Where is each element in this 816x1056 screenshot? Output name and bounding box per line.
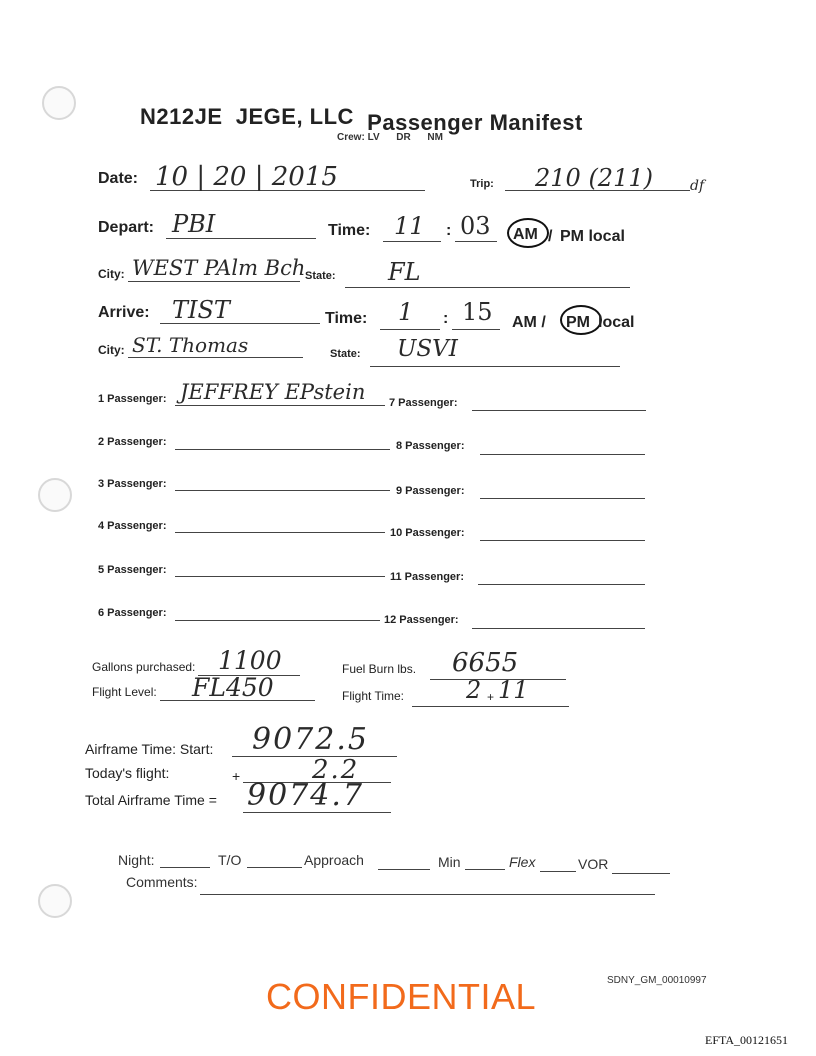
vor-label: VOR (578, 856, 609, 872)
arrive-state-line (370, 366, 620, 367)
trip-label: Trip: (470, 178, 494, 190)
date-label: Date: (98, 170, 139, 187)
flight-time-plus: + (487, 690, 495, 704)
passenger-label: 3 Passenger: (98, 478, 167, 490)
passenger-label: 9 Passenger: (396, 485, 465, 497)
arrive-hour-line (380, 329, 440, 330)
to-label: T/O (218, 852, 242, 868)
comments-line (200, 894, 655, 895)
crew-label: Crew: (337, 132, 365, 143)
passenger-line (175, 532, 385, 533)
crew-line (337, 132, 443, 143)
passenger-label: 5 Passenger: (98, 564, 167, 576)
depart-pm-local: PM local (560, 228, 625, 245)
passenger-line (480, 540, 645, 541)
depart-slash: / (548, 228, 553, 245)
passenger-line (175, 620, 380, 621)
todays-flight-plus: + (232, 768, 241, 784)
comments-label: Comments: (126, 874, 198, 890)
night-line (160, 867, 210, 868)
passenger-line (472, 628, 645, 629)
flight-level-label: Flight Level: (92, 685, 157, 699)
night-label: Night: (118, 852, 155, 868)
vor-line (612, 873, 670, 874)
flex-label: Flex (509, 854, 536, 870)
bates-number: SDNY_GM_00010997 (607, 975, 707, 986)
efta-number: EFTA_00121651 (705, 1033, 789, 1047)
flight-time-minutes: 11 (498, 676, 529, 704)
depart-minute: 03 (460, 212, 491, 240)
arrive-hour: 1 (398, 298, 414, 326)
passenger-label: 1 Passenger: (98, 393, 167, 405)
tail-number: N212JE (140, 104, 223, 129)
binder-hole-bottom (38, 884, 72, 918)
depart-hour-line (383, 241, 441, 242)
flex-line (540, 871, 576, 872)
binder-hole-top (42, 86, 76, 120)
min-label: Min (438, 854, 461, 870)
arrive-value: TIST (172, 296, 230, 324)
arrive-pm-circle (560, 305, 602, 335)
passenger-name: JEFFREY EPstein (180, 380, 366, 404)
arrive-label: Arrive: (98, 304, 150, 321)
arrive-minute: 15 (462, 298, 493, 326)
fuel-burn-label: Fuel Burn lbs. (342, 662, 417, 676)
passenger-line (480, 498, 645, 499)
passenger-label: 4 Passenger: (98, 520, 167, 532)
depart-city-line (128, 281, 300, 282)
arrive-city-line (128, 357, 303, 358)
passenger-label: 6 Passenger: (98, 607, 167, 619)
depart-am-circle (507, 218, 549, 248)
crew-member: LV (367, 132, 380, 143)
passenger-line (175, 576, 385, 577)
passenger-line (175, 405, 385, 406)
depart-state: FL (388, 258, 421, 286)
depart-state-line (345, 287, 630, 288)
depart-label: Depart: (98, 219, 155, 236)
approach-line (378, 869, 430, 870)
flight-time-label: Flight Time: (342, 689, 405, 703)
total-airframe-value: 9074.7 (247, 778, 364, 813)
passenger-line (480, 454, 645, 455)
form-header (140, 104, 583, 135)
passenger-label: 8 Passenger: (396, 440, 465, 452)
passenger-label: 2 Passenger: (98, 436, 167, 448)
arrive-minute-line (452, 329, 500, 330)
arrive-city: ST. Thomas (132, 333, 249, 357)
arrive-local: local (598, 314, 635, 331)
company-name: JEGE, LLC (235, 104, 354, 129)
passenger-line (478, 584, 645, 585)
arrive-city-label: City: (98, 343, 125, 357)
gallons-label: Gallons purchased: (92, 660, 196, 674)
passenger-label: 12 Passenger: (384, 614, 459, 626)
passenger-line (175, 490, 390, 491)
depart-hour: 11 (394, 212, 425, 240)
depart-line (166, 238, 316, 239)
flight-level-value: FL450 (192, 673, 274, 702)
passenger-label: 10 Passenger: (390, 527, 465, 539)
todays-flight-label: Today's flight: (85, 765, 170, 781)
depart-time-label: Time: (328, 222, 371, 239)
passenger-label: 11 Passenger: (390, 571, 464, 583)
depart-minute-line (455, 241, 497, 242)
passenger-line (472, 410, 646, 411)
arrive-state-label: State: (330, 348, 361, 360)
trip-value: 210 (211) (535, 164, 653, 192)
crew-member: DR (396, 132, 411, 143)
arrive-pm: PM (566, 314, 590, 331)
flight-time-hours: 2 (466, 676, 482, 704)
approach-label: Approach (304, 852, 364, 868)
trip-initials: df (690, 178, 705, 194)
date-value: 10 | 20 | 2015 (155, 162, 338, 192)
crew-member: NM (427, 132, 443, 143)
airframe-start-value: 9072.5 (252, 722, 369, 757)
min-line (465, 869, 505, 870)
arrive-time-label: Time: (325, 310, 368, 327)
form-title: Passenger Manifest (367, 110, 583, 135)
depart-time-separator: : (446, 222, 452, 239)
arrive-time-separator: : (443, 310, 449, 327)
arrive-state: USVI (397, 336, 458, 362)
depart-city-label: City: (98, 267, 125, 281)
binder-hole-middle (38, 478, 72, 512)
arrive-am-slash: AM / (512, 314, 546, 331)
total-airframe-label: Total Airframe Time = (85, 792, 217, 808)
confidential-stamp: CONFIDENTIAL (266, 976, 537, 1017)
gallons-value: 1100 (218, 646, 282, 675)
airframe-start-label: Airframe Time: Start: (85, 741, 214, 757)
depart-city: WEST PAlm Bch (132, 256, 306, 280)
to-line (247, 867, 302, 868)
todays-flight-value: 2.2 (312, 755, 360, 785)
passenger-label: 7 Passenger: (389, 397, 458, 409)
depart-am: AM (513, 226, 538, 243)
fuel-burn-value: 6655 (452, 648, 519, 678)
depart-value: PBI (172, 210, 216, 238)
depart-state-label: State: (305, 270, 336, 282)
passenger-line (175, 449, 390, 450)
flight-time-line (412, 706, 569, 707)
